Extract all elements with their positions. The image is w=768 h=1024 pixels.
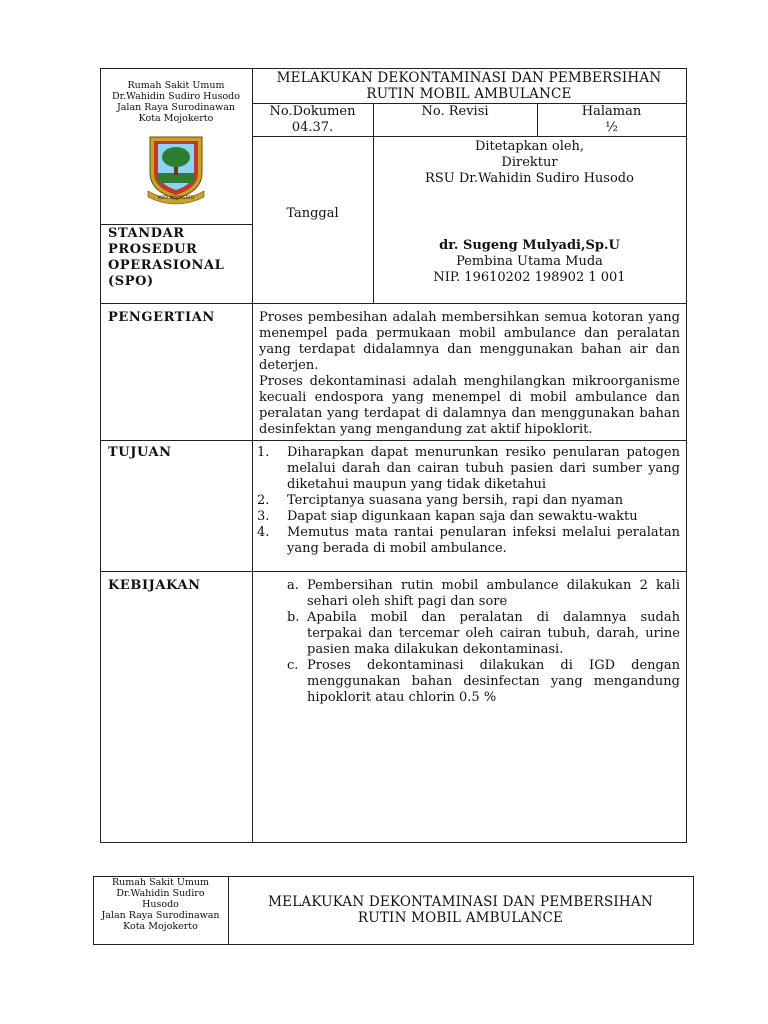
definition-paragraph: Proses dekontaminasi adalah menghilangkan mikroorganisme kecuali endospora yang menempel di mobil ambulance dan peralatan yang terdapat di dalamnya dan menggunakan bahan desinfektan yang mengandung zat aktif hipoklorit. [259, 374, 680, 437]
list-item-text: Apabila mobil dan peralatan di dalamnya sudah terpakai dan tercemar oleh cairan tubuh, darah, urine pasien maka dilakukan dekontaminasi. [307, 610, 680, 657]
footer-hospital-line: Rumah Sakit Umum [111, 877, 210, 888]
definition-paragraph: Proses pembesihan adalah membersihkan semua kotoran yang menempel pada permukaan mobil ambulance dan peralatan yang terdapat didalamnya dan menggunakan bahan air dan deterjen. [259, 310, 680, 373]
document-title-line: MELAKUKAN DEKONTAMINASI DAN PEMBERSIHAN [276, 70, 662, 86]
list-item-letter: c. [287, 658, 299, 673]
spo-label-line: OPERASIONAL [108, 258, 225, 273]
list-item [253, 445, 680, 493]
footer-hospital-block [93, 877, 228, 932]
document-number-cell [252, 104, 373, 136]
list-item [253, 525, 680, 557]
list-item-text: Terciptanya suasana yang bersih, rapi dan nyaman [287, 493, 624, 508]
signatory-rank: Pembina Utama Muda [456, 254, 603, 269]
footer-title-line: RUTIN MOBIL AMBULANCE [357, 910, 564, 926]
footer-hospital-line: Jalan Raya Surodinawan [101, 910, 220, 921]
list-item-number: 1. [257, 445, 270, 460]
list-item-letter: a. [287, 578, 299, 593]
page-value: ½ [605, 120, 618, 135]
section-body-pengertian [259, 310, 680, 438]
footer-hospital-line: Kota Mojokerto [123, 921, 198, 932]
document-number-label: No.Dokumen [269, 104, 356, 119]
list-item [253, 658, 680, 706]
list-item-text: Pembersihan rutin mobil ambulance dilakukan 2 kali sehari oleh shift pagi dan sore [307, 578, 680, 609]
signatory-nip: NIP. 19610202 198902 1 001 [433, 270, 626, 285]
footer-title-line: MELAKUKAN DEKONTAMINASI DAN PEMBERSIHAN [268, 894, 653, 910]
page-label: Halaman [581, 104, 642, 119]
coat-of-arms-icon [146, 133, 206, 205]
hospital-name-block [100, 80, 252, 124]
spo-label-line: STANDAR [108, 226, 185, 241]
list-item [253, 578, 680, 610]
revision-label: No. Revisi [421, 104, 489, 119]
signatory-name: dr. Sugeng Mulyadi,Sp.U [439, 238, 620, 253]
hospital-name-line: Dr.Wahidin Sudiro Husodo [112, 91, 240, 102]
list-item-text: Diharapkan dapat menurunkan resiko penularan patogen melalui darah dan cairan tubuh pasien dari sumber yang diketahui maupun yang tidak diketahui [287, 445, 680, 492]
list-item-number: 3. [257, 509, 270, 524]
approval-block [373, 139, 686, 187]
signatory-block [373, 238, 686, 286]
document-number-value: 04.37. [291, 120, 334, 135]
approval-line: Ditetapkan oleh, [474, 139, 585, 154]
spo-label-line: (SPO) [108, 274, 154, 289]
footer-title [228, 894, 693, 926]
approval-institution: RSU Dr.Wahidin Sudiro Husodo [425, 171, 634, 186]
spo-label-line: PROSEDUR [108, 242, 198, 257]
hospital-city-line: Kota Mojokerto [138, 113, 214, 124]
hospital-name-line: Rumah Sakit Umum [127, 80, 225, 91]
approval-position: Direktur [501, 155, 558, 170]
mojokerto-city-logo [146, 133, 206, 205]
svg-text:KOTA MOJOKERTO: KOTA MOJOKERTO [158, 195, 194, 200]
list-item [253, 493, 680, 509]
list-item-text: Dapat siap digunkaan kapan saja dan sewaktu-waktu [287, 509, 638, 524]
hospital-address-line: Jalan Raya Surodinawan [116, 102, 236, 113]
list-item-number: 4. [257, 525, 270, 540]
section-label-tujuan: TUJUAN [108, 445, 172, 460]
section-label-kebijakan: KEBIJAKAN [108, 578, 201, 593]
page-cell [537, 104, 686, 136]
list-item-text: Proses dekontaminasi dilakukan di IGD dengan menggunakan bahan desinfectan yang mengandung hipoklorit atau chlorin 0.5 % [307, 658, 680, 705]
section-label-pengertian: PENGERTIAN [108, 310, 215, 325]
footer-hospital-line: Dr.Wahidin Sudiro [116, 888, 205, 899]
list-item [253, 610, 680, 658]
section-body-tujuan [253, 445, 680, 557]
spo-label [108, 224, 252, 290]
list-item-letter: b. [287, 610, 300, 625]
list-item-text: Memutus mata rantai penularan infeksi melalui peralatan yang berada di mobil ambulance. [287, 525, 680, 556]
date-label: Tanggal [286, 206, 339, 221]
revision-cell [373, 104, 537, 120]
list-item-number: 2. [257, 493, 270, 508]
list-item [253, 509, 680, 525]
document-title-line: RUTIN MOBIL AMBULANCE [366, 86, 572, 102]
document-title [252, 70, 686, 102]
footer-hospital-line: Husodo [142, 899, 179, 910]
section-body-kebijakan [253, 578, 680, 706]
